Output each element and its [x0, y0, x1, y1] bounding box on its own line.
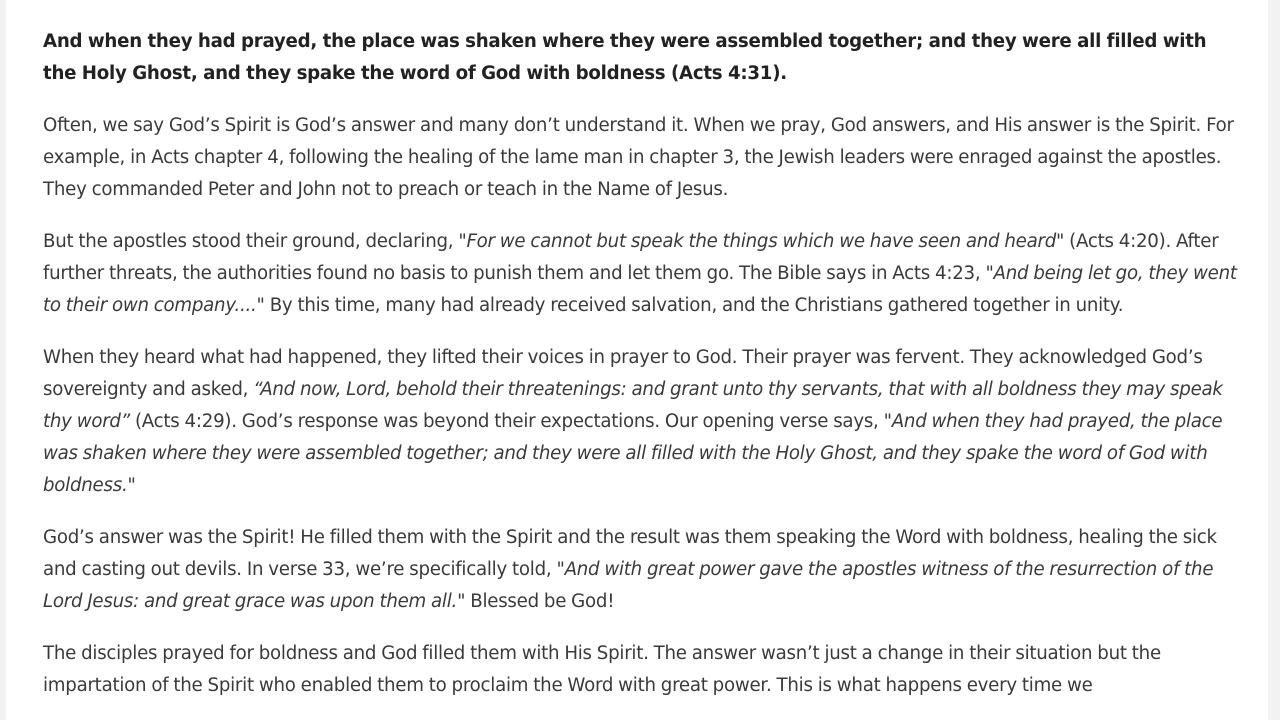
article-page — [6, 0, 1268, 720]
article-body — [43, 26, 1243, 720]
paragraph-1: Often, we say God’s Spirit is God’s answer and many don’t understand it. When we pray, God answers, and His answer is the Spirit. For example, in Acts chapter 4, following the healing of the lame man in chapter 3, the Jewish leaders were enraged against the apostles. They commanded Peter and John not to preach or teach in the Name of Jesus. — [43, 115, 1234, 200]
paragraph-3-quote-2: "And when they had prayed, the place was shaken where they were assembled together; and they were all filled with the Holy Ghost, and they spake the word of God with boldness." — [43, 411, 1223, 496]
paragraph-4 — [43, 522, 1243, 618]
paragraph-2 — [43, 226, 1243, 322]
paragraph-3-text-b: (Acts 4:29). God’s response was beyond their expectations. Our opening verse says, — [129, 411, 884, 432]
paragraph-3-quote-1: “And now, Lord, behold their threatenings: and grant unto thy servants, that with all boldness they may speak thy word” — [43, 379, 1223, 432]
paragraph-3 — [43, 342, 1243, 502]
paragraph-5: The disciples prayed for boldness and God filled them with His Spirit. The answer wasn’t just a change in their situation but the impartation of the Spirit who enabled them to proclaim the Word with great power. This is what happens every time we — [43, 643, 1161, 696]
paragraph-2-quote-2: "And being let go, they went to their own company...." — [43, 263, 1237, 316]
paragraph-2-text-c: By this time, many had already received salvation, and the Christians gathered together in unity. — [264, 295, 1124, 316]
paragraph-3-text-a: When they heard what had happened, they lifted their voices in prayer to God. Their prayer was fervent. They acknowledged God’s sovereignty and asked, — [43, 347, 1203, 400]
paragraph-4-text-b: Blessed be God! — [465, 591, 615, 612]
paragraph-2-text-b: (Acts 4:20). After further threats, the authorities found no basis to punish them and let them go. The Bible says in Acts 4:23, — [43, 231, 1219, 284]
paragraph-2-text-a: But the apostles stood their ground, declaring, — [43, 231, 459, 252]
paragraph-4-quote: "And with great power gave the apostles witness of the resurrection of the Lord Jesus: and great grace was upon them all." — [43, 559, 1214, 612]
paragraph-4-text-a: God’s answer was the Spirit! He filled them with the Spirit and the result was them speaking the Word with boldness, healing the sick and casting out devils. In verse 33, we’re specifically told, — [43, 527, 1217, 580]
opening-verse: And when they had prayed, the place was shaken where they were assembled together; and they were all filled with the Holy Ghost, and they spake the word of God with boldness (Acts 4:31). — [43, 31, 1207, 84]
paragraph-2-quote-1: "For we cannot but speak the things which we have seen and heard" — [458, 231, 1065, 252]
